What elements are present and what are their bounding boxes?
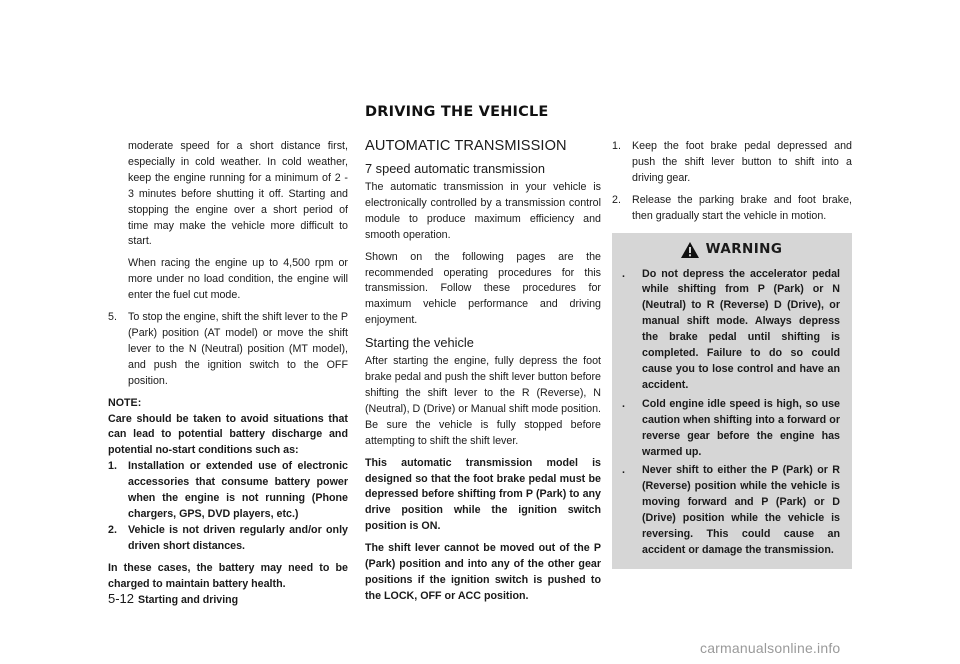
list-text: To stop the engine, shift the shift lever to the P (Park) position (AT model) or move the shift lever to the N (Neutral) position (MT model), and push the ignition switch to the OFF position. [128,311,348,387]
page-footer [108,591,238,606]
list-text: Installation or extended use of electronic accessories that consume battery power when the engine is not running (Phone chargers, GPS, DVD players, etc.) [128,460,348,520]
list-number: 2. [108,523,117,536]
list-text: Release the parking brake and foot brake, then gradually start the vehicle in motion. [632,193,852,222]
bullet: . [622,397,625,410]
paragraph-shift-lock: The shift lever cannot be moved out of the P (Park) position and into any of the other gear positions if the ignition switch is pushed to the LOCK, OFF or ACC position. [365,542,601,602]
step-item-2 [612,193,852,225]
warning-text: Never shift to either the P (Park) or R (Reverse) position while the vehicle is moving forward and P (Park) or D (Drive) position while the vehicle is reversing. This could cause an accident or damage the transmission. [642,464,840,556]
note-item-accessories [108,459,348,523]
warning-triangle-icon [680,241,700,259]
warning-text: Do not depress the accelerator pedal while shifting from P (Park) or N (Neutral) to R (Reverse) D (Drive), or manual shift mode. Always depress the brake pedal until shifting is completed. Failure to do so could cause you to lose control and have an accident. [642,267,840,391]
warning-item-never-shift [622,463,840,558]
chapter-title: Starting and driving [138,594,239,606]
watermark: carmanualsonline.info [700,640,841,656]
paragraph-battery-charge: In these cases, the battery may need to be charged to maintain battery health. [108,561,348,590]
step-item-1 [612,139,852,187]
warning-box [612,233,852,569]
bullet: . [622,267,625,280]
note-item-short-distances [108,523,348,555]
column-2 [365,139,601,605]
warning-item-accelerator [622,267,840,394]
list-number: 5. [108,311,117,324]
paragraph-electronic-control: The automatic transmission in your vehicle is electronically controlled by a transmission control module to produce maximum efficiency and smooth operation. [365,181,601,241]
note-text: Care should be taken to avoid situations that can lead to potential battery discharge and potential no-start conditions such as: [108,412,348,457]
paragraph-recommended-procedures: Shown on the following pages are the recommended operating procedures for this transmission. Follow these procedures for maximum vehicle performance and driving enjoyment. [365,250,601,327]
heading-7-speed: 7 speed automatic transmission [365,161,545,176]
page-number: 5-12 [108,591,135,606]
column-1 [108,139,348,592]
paragraph-starting-steps: After starting the engine, fully depress the foot brake pedal and push the shift lever button before shifting the shift lever to the R (Reverse), N (Neutral), D (Drive) or Manual shift mode position. Be sure the vehicle is fully stopped before attempting to shift the shift lever. [365,355,601,447]
list-item-stop-engine [108,310,348,390]
column-3 [612,139,852,569]
heading-starting-vehicle: Starting the vehicle [365,335,474,351]
paragraph-cold-weather: moderate speed for a short distance first, especially in cold weather. In cold weather, keep the engine running for a minimum of 2 - 3 minutes before shutting it off. Starting and stopping the engine over a short period of time may make the vehicle more difficult to start. [128,140,348,248]
list-text: Keep the foot brake pedal depressed and push the shift lever button to shift into a driving gear. [632,140,852,184]
list-text: Vehicle is not driven regularly and/or only driven short distances. [128,523,348,552]
list-number: 1. [108,460,117,473]
warning-title-text: WARNING [705,240,783,257]
section-header: DRIVING THE VEHICLE [365,104,549,120]
list-number: 2. [612,193,621,206]
warning-text: Cold engine idle speed is high, so use caution when shifting into a forward or reverse gear before the engine has warmed up. [642,397,840,458]
warning-title [622,241,840,259]
warning-item-idle-speed [622,397,840,461]
bullet: . [622,464,625,477]
list-number: 1. [612,140,621,152]
note-label: NOTE: [108,396,142,409]
paragraph-fuel-cut: When racing the engine up to 4,500 rpm or more under no load condition, the engine will enter the fuel cut mode. [128,257,348,302]
heading-automatic-transmission: AUTOMATIC TRANSMISSION [365,138,567,154]
paragraph-brake-interlock: This automatic transmission model is designed so that the foot brake pedal must be depressed before shifting from P (Park) to any drive position while the ignition switch position is ON. [365,456,601,533]
